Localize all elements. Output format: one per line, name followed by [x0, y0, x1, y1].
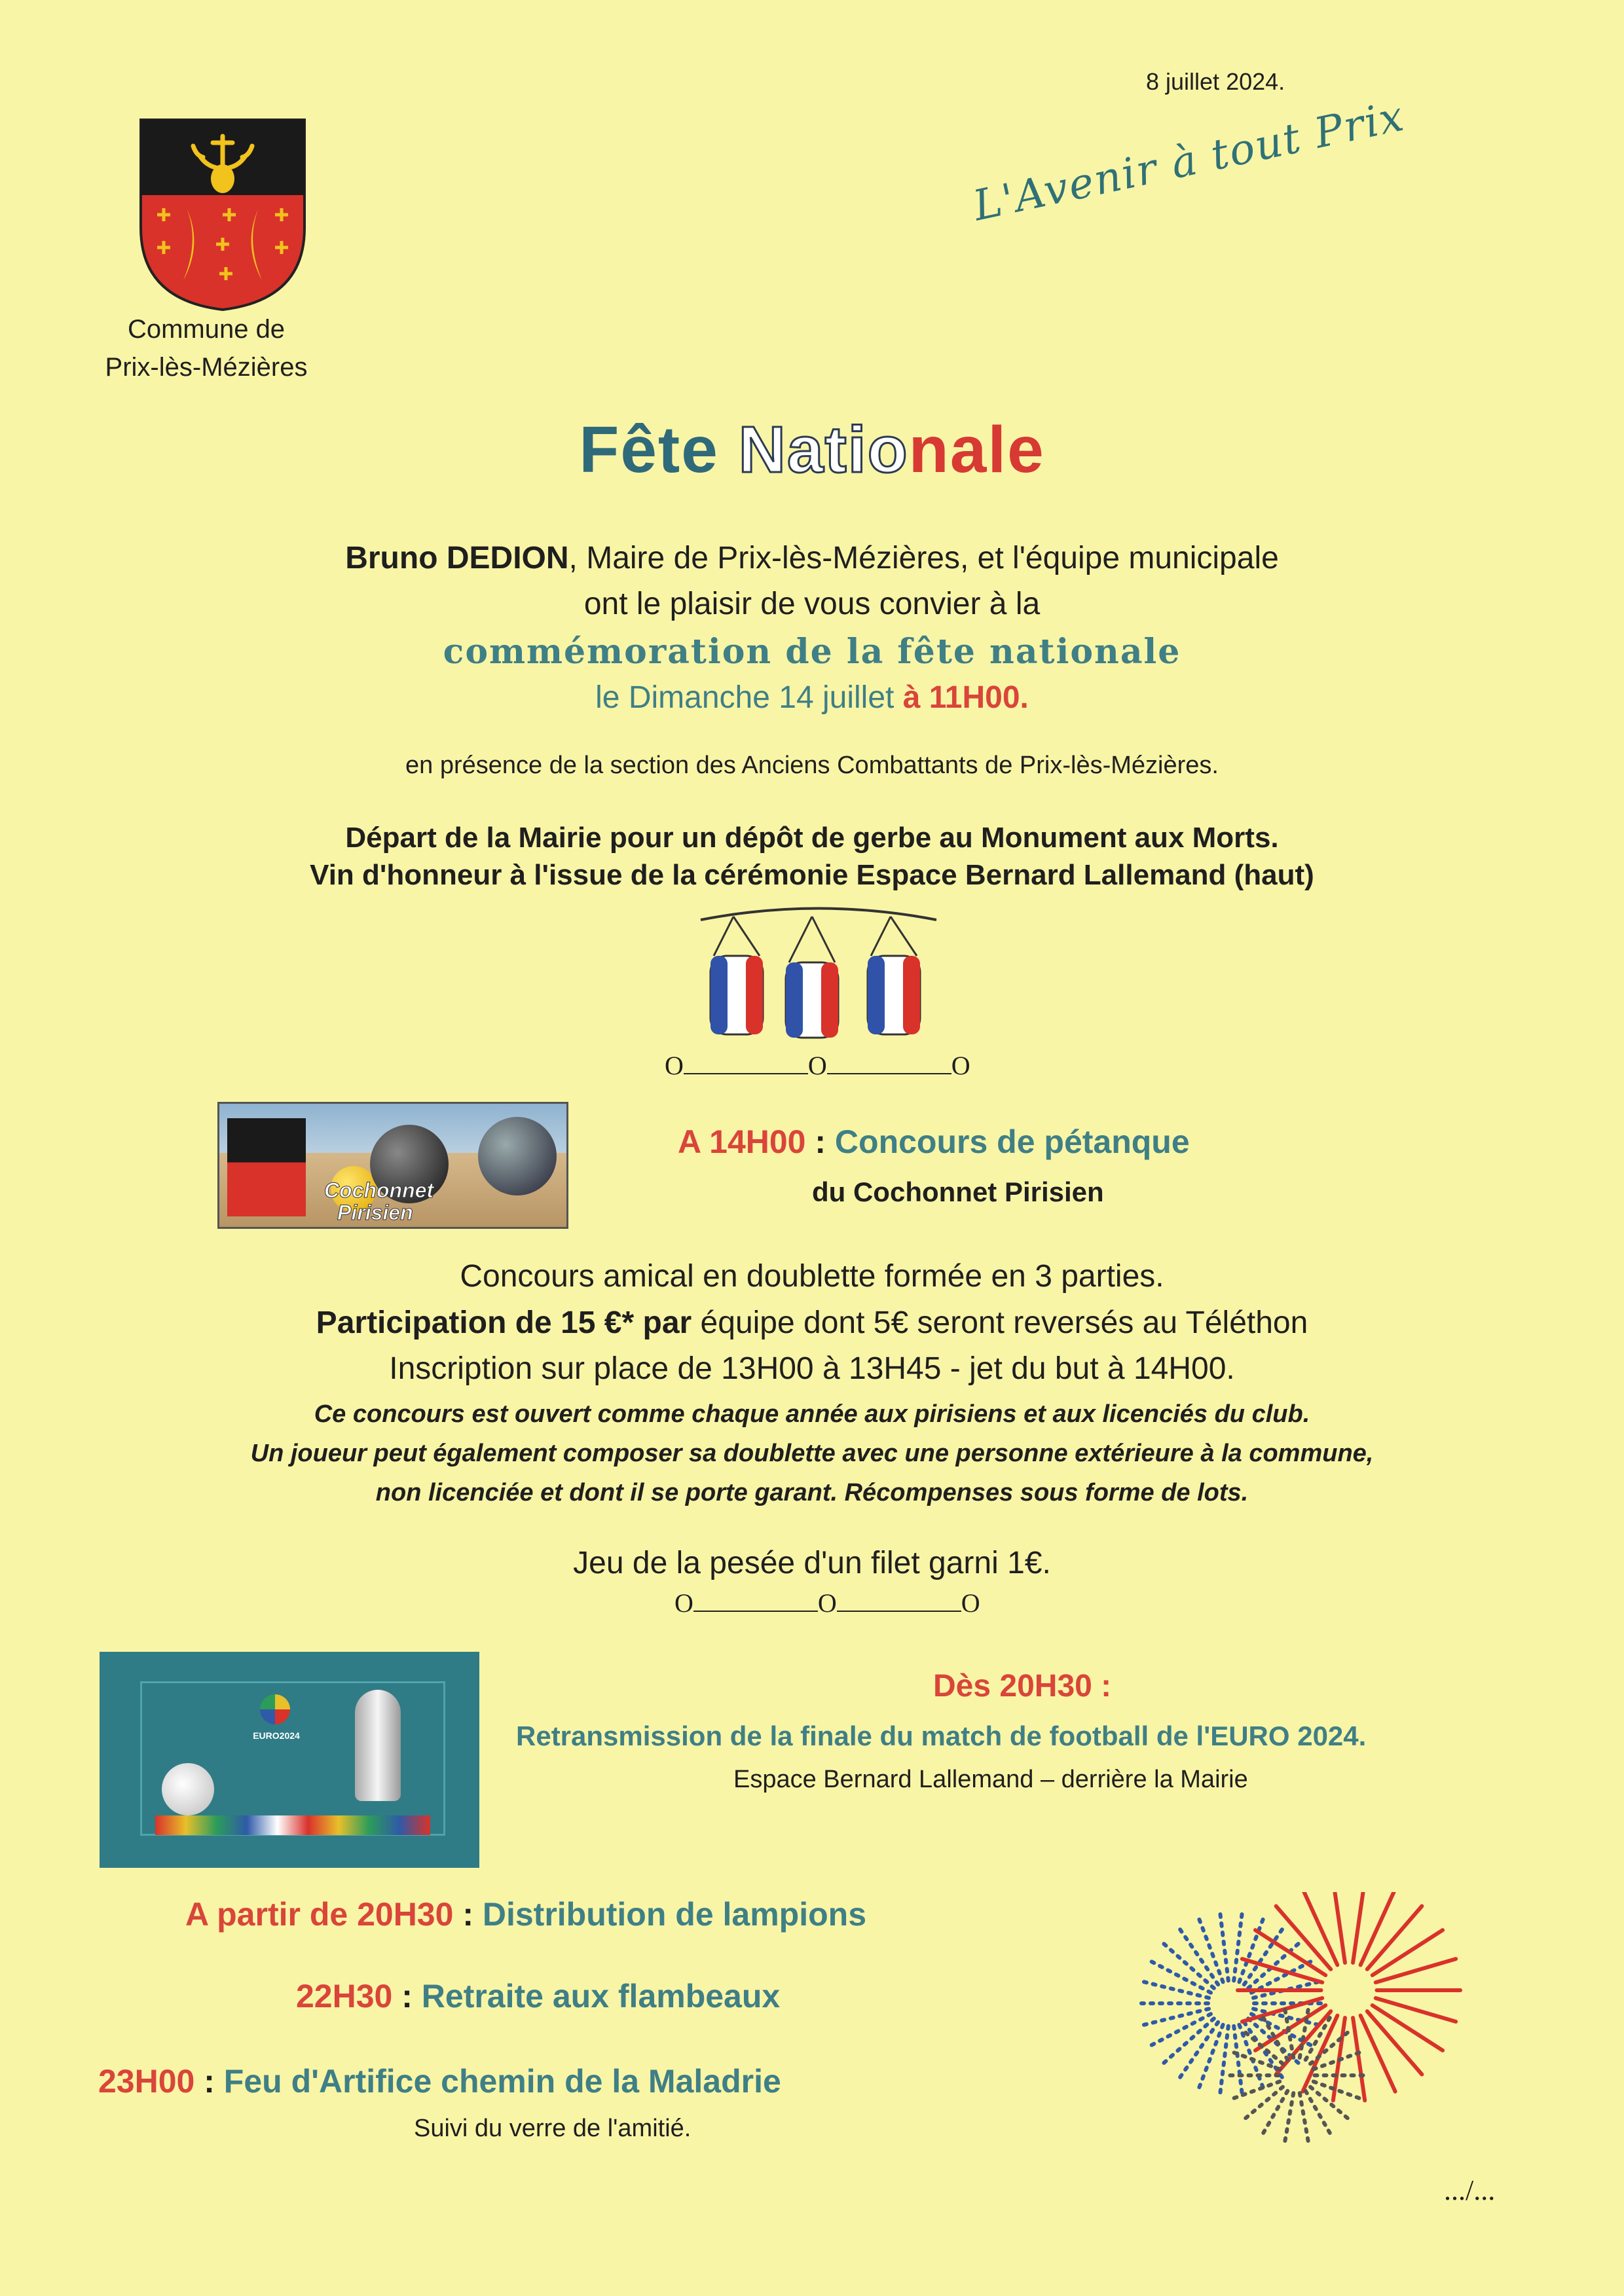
petanque-title: Concours de pétanque [834, 1123, 1190, 1160]
ceremony-time: à 11H00. [902, 680, 1029, 715]
firework-ray [1314, 2081, 1365, 2100]
firework-ray [1234, 1912, 1242, 1980]
petanque-line-3: Inscription sur place de 13H00 à 13H45 - jet du but à 14H00. [389, 1351, 1235, 1386]
coat-of-arms-icon [138, 117, 308, 313]
event-flambeaux-colon: : [392, 1978, 422, 2014]
trophy-icon [355, 1690, 401, 1801]
ceremony-departure: Départ de la Mairie pour un dépôt de gerbe au Monument aux Morts. [345, 822, 1279, 854]
continued-marker: .../... [1444, 2174, 1496, 2206]
firework-ray [1198, 1918, 1223, 1982]
firework-ray [1306, 2091, 1333, 2138]
event-fireworks [98, 2062, 781, 2100]
ceremony-date: le Dimanche 14 juillet [595, 680, 903, 715]
firework-ray [1300, 2093, 1309, 2146]
firework-ray [1361, 2016, 1395, 2092]
participation-rest: équipe dont 5€ seront reversés au Téléthon [692, 1305, 1308, 1340]
petanque-line-2 [0, 1305, 1624, 1341]
invitation-presence: en présence de la section des Anciens Combattants de Prix-lès-Mézières. [405, 752, 1219, 779]
petanque-logo [217, 1102, 568, 1229]
firework-ray [1353, 2018, 1365, 2100]
event-fireworks-colon: : [194, 2063, 224, 2100]
euro-2024-image [100, 1652, 479, 1868]
event-flambeaux-time: 22H30 [296, 1978, 393, 2014]
event-lampions-colon: : [453, 1896, 483, 1933]
invitation-line-2: ont le plaisir de vous convier à la [583, 587, 1041, 621]
firework-ray [1239, 1918, 1263, 1982]
petanque-rules-1: Ce concours est ouvert comme chaque année aux pirisiens et aux licenciés du club. [314, 1400, 1310, 1428]
document-date: 8 juillet 2024. [1146, 68, 1285, 95]
event-fireworks-text: Feu d'Artifice chemin de la Maladrie [223, 2063, 781, 2100]
event-flambeaux [296, 1977, 780, 2015]
petanque-colon: : [805, 1123, 835, 1160]
page-title [0, 412, 1624, 488]
petanque-time: A 14H00 [678, 1123, 806, 1160]
event-lampions-text: Distribution de lampions [482, 1896, 867, 1933]
separator-1 [665, 1050, 970, 1081]
separator-o: O [807, 1051, 827, 1080]
separator-o: O [665, 1051, 684, 1080]
firework-ray [1142, 1981, 1209, 1997]
petanque-line-1: Concours amical en doublette formée en 3 parties. [460, 1259, 1164, 1294]
football-line-2: Espace Bernard Lallemand – derrière la Mairie [733, 1766, 1248, 1793]
euro-label: EURO2024 [253, 1730, 300, 1741]
firework-ray [1353, 1892, 1365, 1963]
logo-text [324, 1179, 434, 1224]
firework-ray [1242, 2087, 1283, 2122]
lanterns-icon [694, 900, 943, 1041]
firework-ray [1376, 1959, 1456, 1982]
separator-2 [674, 1588, 980, 1618]
football-line-1: Retransmission de la finale du match de football de l'EURO 2024. [516, 1721, 1367, 1751]
motto: L'Avenir à tout Prix [969, 92, 1409, 231]
flags-strip [155, 1815, 430, 1835]
petanque-rules-3: non licenciée et dont il se porte garant. Récompenses sous forme de lots. [375, 1479, 1249, 1506]
firework-ray [1310, 2087, 1352, 2122]
commune-line-1: Commune de [127, 315, 286, 344]
commune-name [98, 310, 314, 386]
firework-ray [1333, 1892, 1345, 1963]
title-word-1: Fête [579, 413, 719, 486]
weighing-game: Jeu de la pesée d'un filet garni 1€. [573, 1546, 1051, 1580]
logo-text-1: Cochonnet [324, 1178, 434, 1202]
firework-ray [1261, 2091, 1287, 2138]
fireworks-icon [1133, 1892, 1473, 2167]
firework-ray [1220, 2026, 1228, 2094]
title-word-2: Natio [738, 413, 909, 486]
invitation-line-1-rest: , Maire de Prix-lès-Mézières, et l'équipe municipale [568, 541, 1279, 575]
invitation-date-line [0, 680, 1624, 716]
firework-ray [1376, 1998, 1456, 2022]
firework-ray [1142, 2009, 1209, 2025]
firework-ray [1234, 2026, 1242, 2094]
invitation-headline: commémoration de la fête nationale [443, 632, 1181, 672]
petanque-rules-2: Un joueur peut également composer sa doublette avec une personne extérieure à la commune, [250, 1440, 1374, 1467]
football-icon [162, 1763, 214, 1815]
event-fireworks-time: 23H00 [98, 2063, 195, 2100]
boule-icon [478, 1117, 557, 1195]
event-flambeaux-text: Retraite aux flambeaux [421, 1978, 781, 2014]
event-lampions [185, 1895, 866, 1933]
petanque-subtitle: du Cochonnet Pirisien [812, 1176, 1104, 1207]
participation-fee: Participation de 15 €* par [316, 1305, 692, 1340]
firework-ray [1220, 1912, 1228, 1980]
separator-o: O [951, 1051, 970, 1080]
firework-ray [1310, 2029, 1352, 2064]
firework-ray [1242, 2029, 1283, 2064]
event-lampions-time: A partir de 20H30 [185, 1896, 454, 1933]
firework-ray [1229, 2081, 1280, 2100]
title-word-3: nale [908, 413, 1045, 486]
petanque-heading [678, 1123, 1190, 1161]
firework-ray [1300, 2005, 1309, 2058]
separator-o: O [817, 1588, 837, 1618]
mayor-name: Bruno DEDION [345, 541, 569, 575]
separator-o: O [961, 1588, 980, 1618]
commune-line-2: Prix-lès-Mézières [105, 353, 308, 382]
firework-ray [1198, 2025, 1223, 2089]
invitation-line-1 [0, 540, 1624, 576]
separator-o: O [674, 1588, 693, 1618]
euro-logo-icon [260, 1694, 290, 1724]
football-time: Dès 20H30 : [933, 1669, 1112, 1704]
firework-ray [1302, 2016, 1337, 2092]
firework-ray [1284, 2093, 1293, 2146]
event-fireworks-sub: Suivi du verre de l'amitié. [414, 2115, 692, 2142]
logo-text-2: Pirisien [337, 1201, 413, 1224]
logo-crest-icon [227, 1118, 306, 1216]
vin-d-honneur: Vin d'honneur à l'issue de la cérémonie Espace Bernard Lallemand (haut) [310, 859, 1314, 891]
